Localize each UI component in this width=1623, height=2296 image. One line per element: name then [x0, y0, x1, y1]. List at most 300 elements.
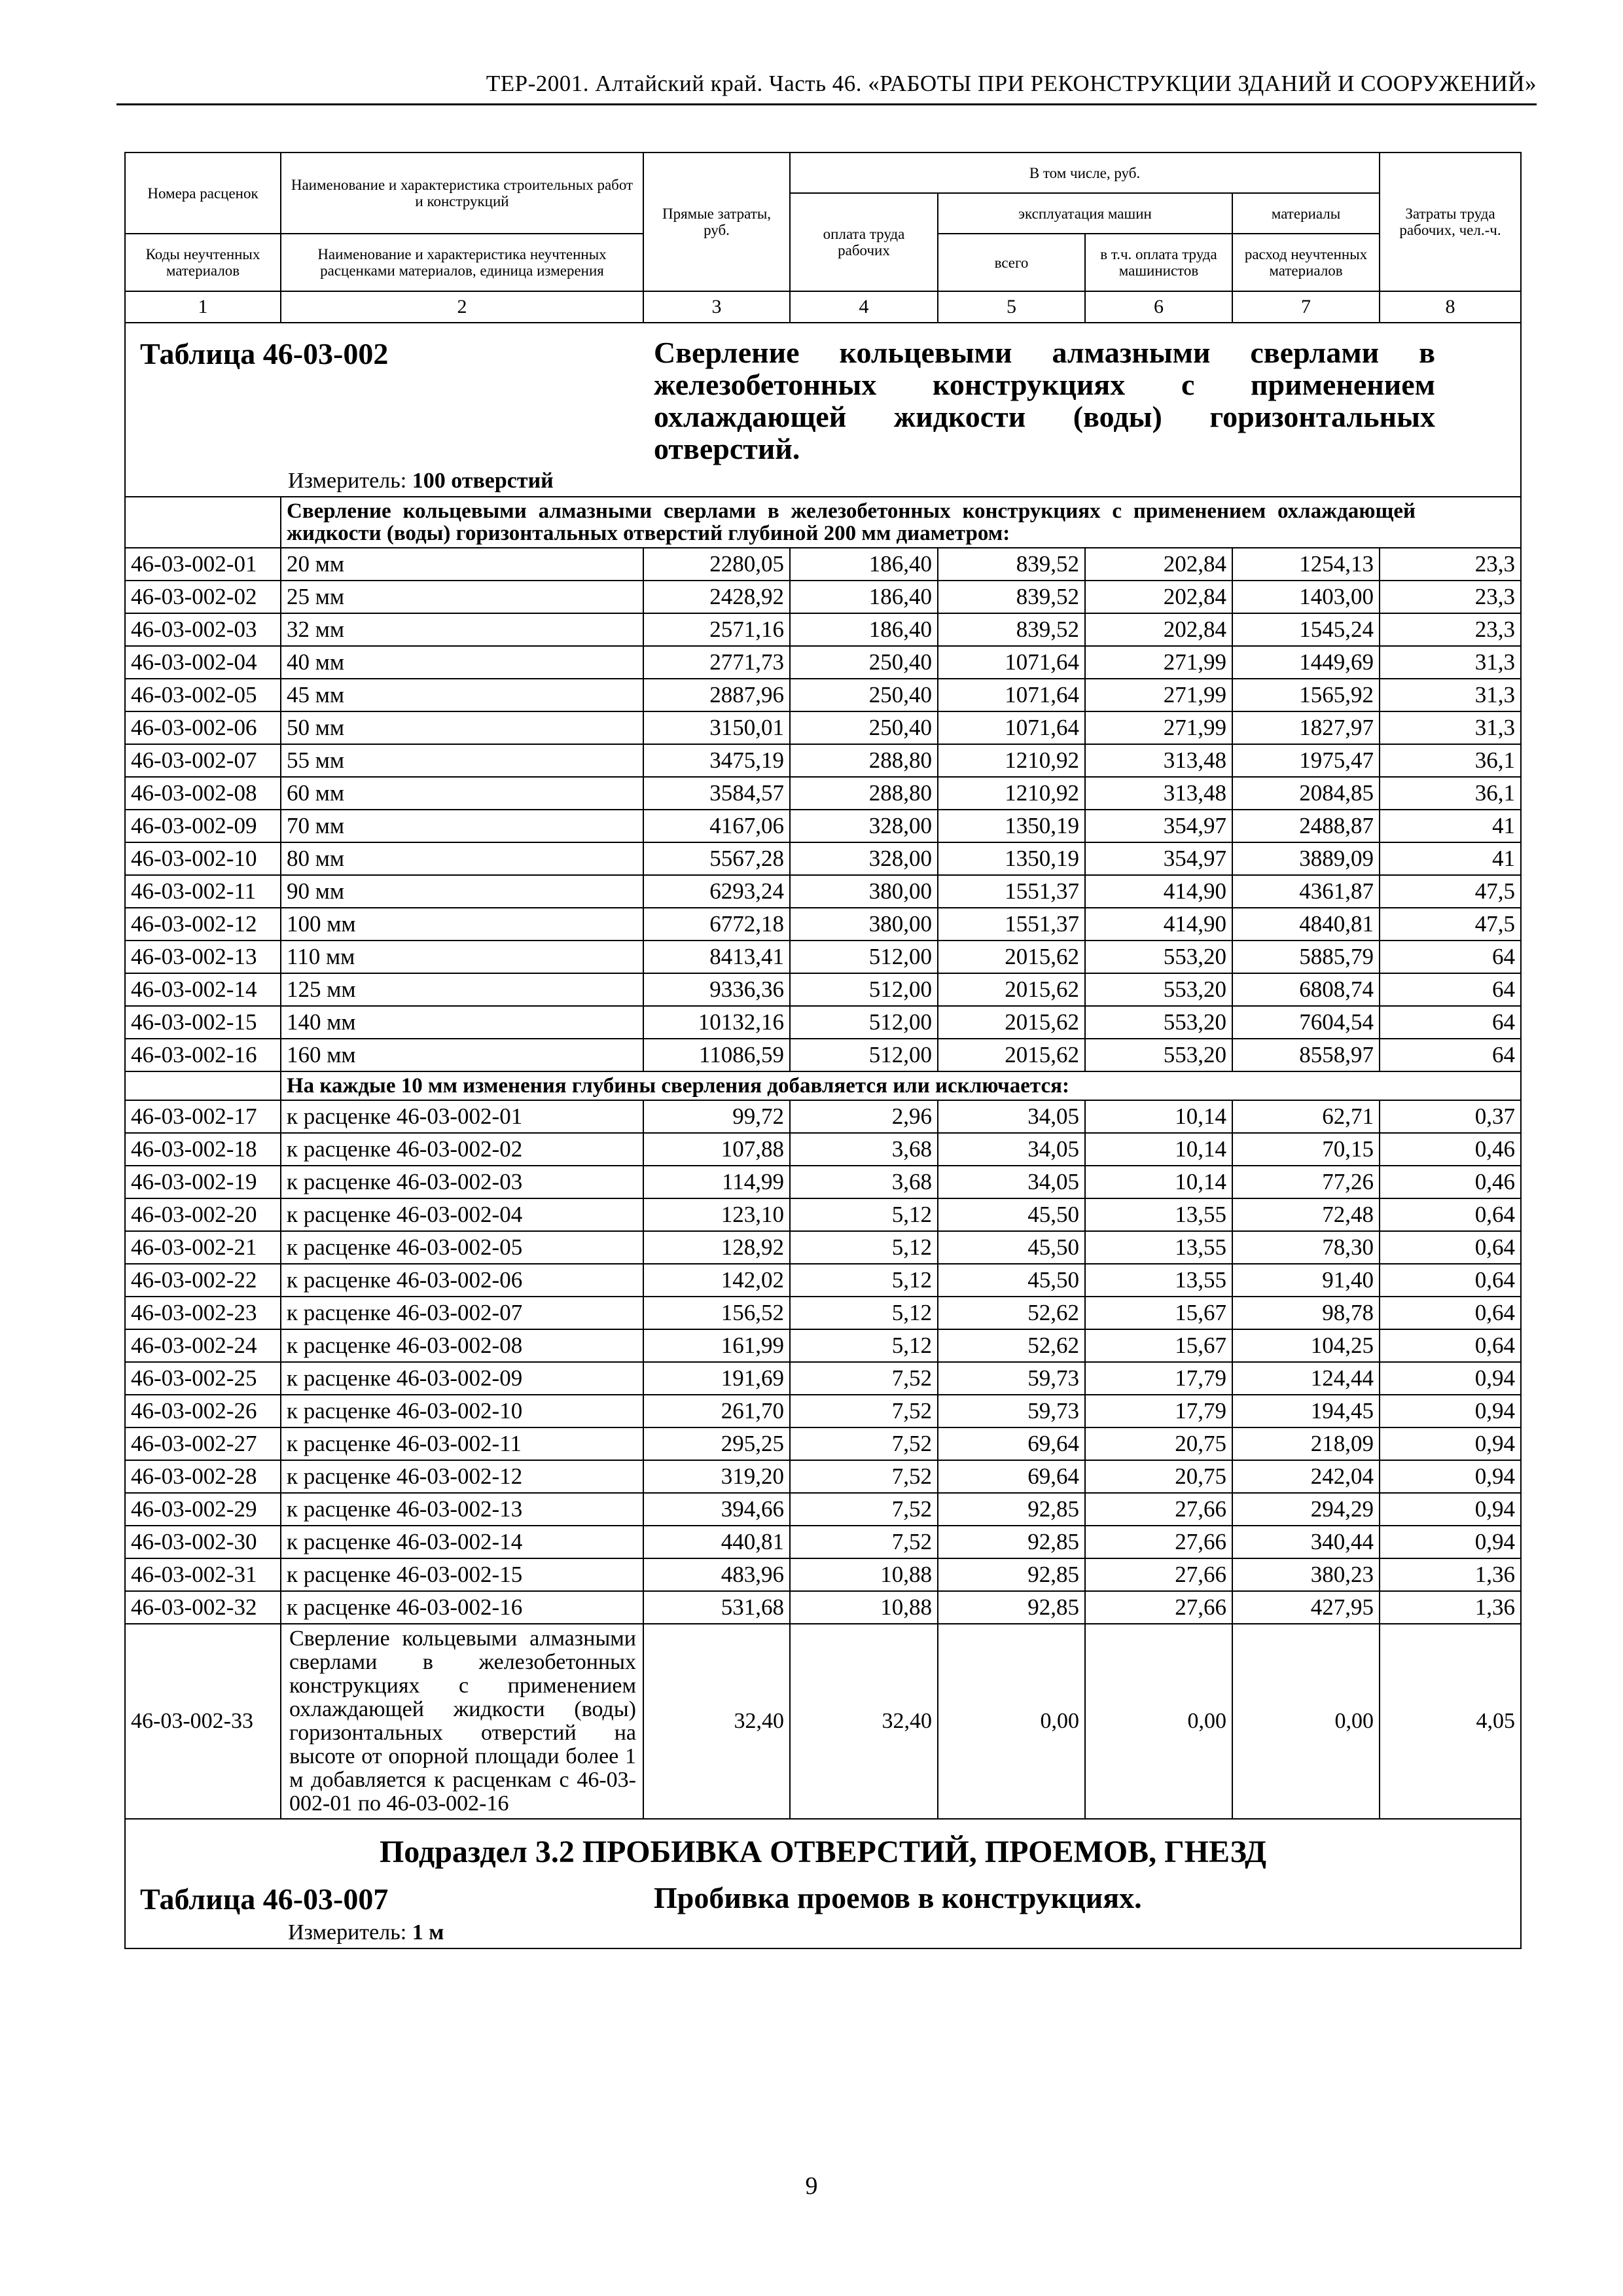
rate-code: 46-03-002-12 [125, 908, 281, 941]
labor-pay: 288,80 [790, 777, 938, 810]
rate-code: 46-03-002-29 [125, 1493, 281, 1526]
table-row [125, 1198, 1521, 1231]
labor-hours: 0,37 [1380, 1100, 1521, 1133]
col-labor-pay: оплата труда рабочих [790, 193, 938, 291]
subsection-title: Подраздел 3.2 ПРОБИВКА ОТВЕРСТИЙ, ПРОЕМОВ, ГНЕЗД [379, 1835, 1267, 1869]
direct-cost: 191,69 [643, 1362, 790, 1395]
rate-name: 50 мм [281, 711, 643, 744]
machines-labor: 313,48 [1085, 744, 1232, 777]
machines-total: 1210,92 [938, 744, 1085, 777]
labor-hours: 31,3 [1380, 679, 1521, 711]
rate-code: 46-03-002-17 [125, 1100, 281, 1133]
materials-use: 91,40 [1232, 1264, 1380, 1297]
labor-hours: 31,3 [1380, 646, 1521, 679]
direct-cost: 2280,05 [643, 548, 790, 581]
col-incl: В том числе, руб. [790, 152, 1380, 193]
direct-cost: 107,88 [643, 1133, 790, 1166]
labor-pay: 512,00 [790, 1006, 938, 1039]
rate-code: 46-03-002-28 [125, 1460, 281, 1493]
machines-labor: 27,66 [1085, 1526, 1232, 1558]
table-heading-row [125, 323, 1521, 497]
direct-cost: 6293,24 [643, 875, 790, 908]
machines-labor: 13,55 [1085, 1264, 1232, 1297]
table-row [125, 679, 1521, 711]
machines-labor: 27,66 [1085, 1558, 1232, 1591]
rate-name: к расценке 46-03-002-02 [281, 1133, 643, 1166]
machines-total: 34,05 [938, 1100, 1085, 1133]
labor-hours: 0,94 [1380, 1526, 1521, 1558]
rate-code: 46-03-002-15 [125, 1006, 281, 1039]
materials-use: 427,95 [1232, 1591, 1380, 1624]
rate-name: к расценке 46-03-002-06 [281, 1264, 643, 1297]
rate-name: 40 мм [281, 646, 643, 679]
machines-labor: 10,14 [1085, 1100, 1232, 1133]
labor-pay: 3,68 [790, 1166, 938, 1198]
materials-use: 1545,24 [1232, 613, 1380, 646]
machines-total: 92,85 [938, 1558, 1085, 1591]
col-direct: Прямые затраты, руб. [643, 152, 790, 291]
labor-hours: 41 [1380, 810, 1521, 842]
machines-total: 839,52 [938, 613, 1085, 646]
labor-hours: 31,3 [1380, 711, 1521, 744]
materials-use: 294,29 [1232, 1493, 1380, 1526]
machines-total: 1071,64 [938, 646, 1085, 679]
rate-name: 55 мм [281, 744, 643, 777]
labor-hours: 64 [1380, 1006, 1521, 1039]
labor-pay: 186,40 [790, 548, 938, 581]
rate-name: 110 мм [281, 941, 643, 973]
table-row [125, 613, 1521, 646]
machines-labor: 13,55 [1085, 1198, 1232, 1231]
rate-name: 25 мм [281, 581, 643, 613]
materials-use: 1403,00 [1232, 581, 1380, 613]
machines-total: 1350,19 [938, 810, 1085, 842]
direct-cost: 440,81 [643, 1526, 790, 1558]
machines-total: 45,50 [938, 1231, 1085, 1264]
machines-total: 2015,62 [938, 941, 1085, 973]
empty-cell [125, 497, 281, 548]
labor-hours: 0,64 [1380, 1329, 1521, 1362]
rate-name: к расценке 46-03-002-11 [281, 1427, 643, 1460]
direct-cost: 9336,36 [643, 973, 790, 1006]
machines-labor: 17,79 [1085, 1362, 1232, 1395]
rate-code: 46-03-002-25 [125, 1362, 281, 1395]
machines-labor: 553,20 [1085, 1039, 1232, 1071]
labor-pay: 32,40 [790, 1624, 938, 1819]
materials-use: 3889,09 [1232, 842, 1380, 875]
machines-labor: 27,66 [1085, 1493, 1232, 1526]
labor-pay: 328,00 [790, 810, 938, 842]
materials-use: 78,30 [1232, 1231, 1380, 1264]
materials-use: 62,71 [1232, 1100, 1380, 1133]
header-row-top [125, 152, 1521, 193]
labor-pay: 7,52 [790, 1395, 938, 1427]
table-row [125, 973, 1521, 1006]
rate-code: 46-03-002-26 [125, 1395, 281, 1427]
table-row [125, 908, 1521, 941]
materials-use: 1565,92 [1232, 679, 1380, 711]
materials-use: 70,15 [1232, 1133, 1380, 1166]
rate-code: 46-03-002-11 [125, 875, 281, 908]
labor-hours: 0,64 [1380, 1198, 1521, 1231]
column-numbers-row [125, 291, 1521, 323]
rate-name: 140 мм [281, 1006, 643, 1039]
materials-use: 6808,74 [1232, 973, 1380, 1006]
machines-labor: 271,99 [1085, 711, 1232, 744]
rate-code: 46-03-002-06 [125, 711, 281, 744]
direct-cost: 295,25 [643, 1427, 790, 1460]
col-total: всего [938, 234, 1085, 291]
labor-hours: 0,94 [1380, 1427, 1521, 1460]
machines-labor: 20,75 [1085, 1460, 1232, 1493]
direct-cost: 142,02 [643, 1264, 790, 1297]
rate-name: 45 мм [281, 679, 643, 711]
labor-pay: 250,40 [790, 646, 938, 679]
direct-cost: 3475,19 [643, 744, 790, 777]
table-row [125, 1558, 1521, 1591]
section-description-row [125, 1071, 1521, 1100]
rate-code: 46-03-002-05 [125, 679, 281, 711]
materials-use: 72,48 [1232, 1198, 1380, 1231]
machines-total: 839,52 [938, 548, 1085, 581]
machines-total: 69,64 [938, 1427, 1085, 1460]
materials-use: 1449,69 [1232, 646, 1380, 679]
rate-code: 46-03-002-16 [125, 1039, 281, 1071]
rate-name: к расценке 46-03-002-14 [281, 1526, 643, 1558]
col-num: 4 [790, 291, 938, 323]
direct-cost: 2571,16 [643, 613, 790, 646]
direct-cost: 3150,01 [643, 711, 790, 744]
machines-labor: 15,67 [1085, 1297, 1232, 1329]
labor-hours: 1,36 [1380, 1591, 1521, 1624]
machines-labor: 414,90 [1085, 908, 1232, 941]
materials-use: 124,44 [1232, 1362, 1380, 1395]
table-row [125, 1362, 1521, 1395]
rate-name: 20 мм [281, 548, 643, 581]
materials-use: 1254,13 [1232, 548, 1380, 581]
table-row [125, 1100, 1521, 1133]
machines-labor: 271,99 [1085, 646, 1232, 679]
labor-pay: 5,12 [790, 1264, 938, 1297]
rate-name: к расценке 46-03-002-03 [281, 1166, 643, 1198]
table-row [125, 1493, 1521, 1526]
direct-cost: 394,66 [643, 1493, 790, 1526]
table-row [125, 1264, 1521, 1297]
machines-total: 34,05 [938, 1133, 1085, 1166]
machines-total: 839,52 [938, 581, 1085, 613]
rate-name: к расценке 46-03-002-09 [281, 1362, 643, 1395]
labor-hours: 0,94 [1380, 1395, 1521, 1427]
machines-total: 0,00 [938, 1624, 1085, 1819]
labor-hours: 64 [1380, 1039, 1521, 1071]
rate-code: 46-03-002-10 [125, 842, 281, 875]
direct-cost: 32,40 [643, 1624, 790, 1819]
machines-total: 92,85 [938, 1526, 1085, 1558]
labor-hours: 0,46 [1380, 1166, 1521, 1198]
rate-name: 100 мм [281, 908, 643, 941]
section-description: На каждые 10 мм изменения глубины сверления добавляется или исключается: [281, 1071, 1521, 1100]
rate-code: 46-03-002-32 [125, 1591, 281, 1624]
rate-code: 46-03-002-14 [125, 973, 281, 1006]
materials-use: 340,44 [1232, 1526, 1380, 1558]
table-row [125, 646, 1521, 679]
labor-pay: 512,00 [790, 1039, 938, 1071]
measurement-unit [126, 465, 1520, 496]
labor-pay: 380,00 [790, 908, 938, 941]
machines-total: 69,64 [938, 1460, 1085, 1493]
rate-code: 46-03-002-19 [125, 1166, 281, 1198]
direct-cost: 161,99 [643, 1329, 790, 1362]
machines-labor: 202,84 [1085, 613, 1232, 646]
labor-hours: 36,1 [1380, 744, 1521, 777]
col-materials: материалы [1232, 193, 1380, 234]
labor-pay: 250,40 [790, 711, 938, 744]
table-row [125, 941, 1521, 973]
machines-total: 1350,19 [938, 842, 1085, 875]
machines-labor: 553,20 [1085, 941, 1232, 973]
materials-use: 194,45 [1232, 1395, 1380, 1427]
labor-hours: 0,94 [1380, 1493, 1521, 1526]
machines-total: 2015,62 [938, 1039, 1085, 1071]
direct-cost: 2887,96 [643, 679, 790, 711]
machines-total: 52,62 [938, 1329, 1085, 1362]
running-header: ТЕР-2001. Алтайский край. Часть 46. «РАБОТЫ ПРИ РЕКОНСТРУКЦИИ ЗДАНИЙ И СООРУЖЕНИЙ» [486, 71, 1537, 96]
table-row [125, 1591, 1521, 1624]
direct-cost: 531,68 [643, 1591, 790, 1624]
materials-use: 5885,79 [1232, 941, 1380, 973]
table-row [125, 1427, 1521, 1460]
direct-cost: 483,96 [643, 1558, 790, 1591]
rate-code: 46-03-002-13 [125, 941, 281, 973]
machines-total: 45,50 [938, 1198, 1085, 1231]
labor-hours: 23,3 [1380, 613, 1521, 646]
materials-use: 0,00 [1232, 1624, 1380, 1819]
labor-hours: 1,36 [1380, 1558, 1521, 1591]
machines-labor: 13,55 [1085, 1231, 1232, 1264]
machines-labor: 17,79 [1085, 1395, 1232, 1427]
machines-total: 92,85 [938, 1493, 1085, 1526]
labor-pay: 10,88 [790, 1591, 938, 1624]
machines-labor: 15,67 [1085, 1329, 1232, 1362]
rate-name: к расценке 46-03-002-16 [281, 1591, 643, 1624]
machines-labor: 354,97 [1085, 810, 1232, 842]
table-row [125, 1526, 1521, 1558]
direct-cost: 123,10 [643, 1198, 790, 1231]
rate-name: 70 мм [281, 810, 643, 842]
table-name: Пробивка проемов в конструкциях. [654, 1881, 1142, 1914]
materials-use: 242,04 [1232, 1460, 1380, 1493]
rate-code: 46-03-002-21 [125, 1231, 281, 1264]
table-row [125, 1395, 1521, 1427]
table-row [125, 1039, 1521, 1071]
rate-name: к расценке 46-03-002-07 [281, 1297, 643, 1329]
machines-labor: 553,20 [1085, 973, 1232, 1006]
direct-cost: 11086,59 [643, 1039, 790, 1071]
rate-name: 160 мм [281, 1039, 643, 1071]
col-num: 6 [1085, 291, 1232, 323]
col-num: 2 [281, 291, 643, 323]
labor-pay: 512,00 [790, 973, 938, 1006]
labor-hours: 36,1 [1380, 777, 1521, 810]
labor-hours: 0,94 [1380, 1362, 1521, 1395]
labor-hours: 64 [1380, 973, 1521, 1006]
col-incl-drivers: в т.ч. оплата труда машинистов [1085, 234, 1232, 291]
machines-total: 45,50 [938, 1264, 1085, 1297]
table-row [125, 548, 1521, 581]
rate-name: 90 мм [281, 875, 643, 908]
col-num: 5 [938, 291, 1085, 323]
machines-total: 52,62 [938, 1297, 1085, 1329]
materials-use: 77,26 [1232, 1166, 1380, 1198]
rate-name: Сверление кольцевыми алмазными сверлами в железобетонных конструкциях с применением охлаждающей жидкости (воды) горизонтальных отверстий на высоте от опорной площади более 1 м добавляется к расценкам с 46-03-002-01 по 46-03-002-16 [281, 1624, 643, 1819]
rate-code: 46-03-002-08 [125, 777, 281, 810]
labor-pay: 7,52 [790, 1362, 938, 1395]
rate-code: 46-03-002-30 [125, 1526, 281, 1558]
machines-total: 1551,37 [938, 908, 1085, 941]
col-mat-use: расход неучтенных материалов [1232, 234, 1380, 291]
labor-pay: 2,96 [790, 1100, 938, 1133]
labor-hours: 47,5 [1380, 908, 1521, 941]
rate-name: 80 мм [281, 842, 643, 875]
measurement-unit [126, 1916, 1520, 1948]
labor-pay: 186,40 [790, 613, 938, 646]
direct-cost: 114,99 [643, 1166, 790, 1198]
rate-name: к расценке 46-03-002-01 [281, 1100, 643, 1133]
rate-name: 32 мм [281, 613, 643, 646]
rate-name: к расценке 46-03-002-12 [281, 1460, 643, 1493]
rate-name: к расценке 46-03-002-10 [281, 1395, 643, 1427]
col-machines: эксплуатация машин [938, 193, 1232, 234]
col-num: 1 [125, 291, 281, 323]
materials-use: 380,23 [1232, 1558, 1380, 1591]
table-row [125, 711, 1521, 744]
materials-use: 4361,87 [1232, 875, 1380, 908]
machines-total: 59,73 [938, 1395, 1085, 1427]
header-rule [116, 103, 1537, 105]
machines-labor: 10,14 [1085, 1166, 1232, 1198]
labor-hours: 0,64 [1380, 1264, 1521, 1297]
machines-labor: 202,84 [1085, 581, 1232, 613]
table-row [125, 1297, 1521, 1329]
page-number: 9 [805, 2172, 818, 2200]
table-row [125, 1231, 1521, 1264]
table-number: Таблица 46-03-002 [140, 337, 389, 370]
materials-use: 104,25 [1232, 1329, 1380, 1362]
labor-hours: 41 [1380, 842, 1521, 875]
machines-total: 59,73 [938, 1362, 1085, 1395]
direct-cost: 2428,92 [643, 581, 790, 613]
machines-labor: 202,84 [1085, 548, 1232, 581]
labor-pay: 512,00 [790, 941, 938, 973]
machines-total: 92,85 [938, 1591, 1085, 1624]
labor-hours: 23,3 [1380, 581, 1521, 613]
table-row [125, 777, 1521, 810]
materials-use: 218,09 [1232, 1427, 1380, 1460]
col-work-name: Наименование и характеристика строительных работ и конструкций [281, 152, 643, 234]
measurement-label: Измеритель: [288, 469, 407, 493]
rate-code: 46-03-002-07 [125, 744, 281, 777]
direct-cost: 156,52 [643, 1297, 790, 1329]
rate-code: 46-03-002-18 [125, 1133, 281, 1166]
labor-hours: 0,94 [1380, 1460, 1521, 1493]
col-rates-no: Номера расценок [125, 152, 281, 234]
rate-name: 60 мм [281, 777, 643, 810]
labor-pay: 288,80 [790, 744, 938, 777]
machines-total: 1551,37 [938, 875, 1085, 908]
labor-pay: 250,40 [790, 679, 938, 711]
direct-cost: 99,72 [643, 1100, 790, 1133]
table-row [125, 1133, 1521, 1166]
materials-use: 2084,85 [1232, 777, 1380, 810]
price-table [124, 152, 1522, 1949]
labor-pay: 7,52 [790, 1427, 938, 1460]
labor-pay: 186,40 [790, 581, 938, 613]
section-description: Сверление кольцевыми алмазными сверлами в железобетонных конструкциях с применением охлаждающей жидкости (воды) горизонтальных отверстий глубиной 200 мм диаметром: [281, 497, 1521, 548]
rate-name: к расценке 46-03-002-15 [281, 1558, 643, 1591]
labor-pay: 7,52 [790, 1460, 938, 1493]
table-row [125, 1329, 1521, 1362]
materials-use: 1975,47 [1232, 744, 1380, 777]
rate-code: 46-03-002-03 [125, 613, 281, 646]
machines-labor: 271,99 [1085, 679, 1232, 711]
labor-hours: 4,05 [1380, 1624, 1521, 1819]
labor-hours: 0,46 [1380, 1133, 1521, 1166]
col-num: 8 [1380, 291, 1521, 323]
table-row [125, 581, 1521, 613]
direct-cost: 8413,41 [643, 941, 790, 973]
rate-code: 46-03-002-01 [125, 548, 281, 581]
rate-name: 125 мм [281, 973, 643, 1006]
materials-use: 4840,81 [1232, 908, 1380, 941]
materials-use: 7604,54 [1232, 1006, 1380, 1039]
labor-pay: 5,12 [790, 1329, 938, 1362]
direct-cost: 261,70 [643, 1395, 790, 1427]
labor-pay: 380,00 [790, 875, 938, 908]
machines-total: 1071,64 [938, 679, 1085, 711]
measurement-value: 100 отверстий [412, 469, 554, 493]
machines-total: 2015,62 [938, 973, 1085, 1006]
materials-use: 2488,87 [1232, 810, 1380, 842]
direct-cost: 319,20 [643, 1460, 790, 1493]
labor-pay: 7,52 [790, 1526, 938, 1558]
measurement-label: Измеритель: [288, 1920, 407, 1945]
rate-name: к расценке 46-03-002-04 [281, 1198, 643, 1231]
machines-total: 1071,64 [938, 711, 1085, 744]
rate-code: 46-03-002-04 [125, 646, 281, 679]
materials-use: 1827,97 [1232, 711, 1380, 744]
machines-labor: 10,14 [1085, 1133, 1232, 1166]
rate-code: 46-03-002-20 [125, 1198, 281, 1231]
rate-code: 46-03-002-22 [125, 1264, 281, 1297]
table-row [125, 1624, 1521, 1819]
section-description-row [125, 497, 1521, 548]
table-row [125, 875, 1521, 908]
table-number: Таблица 46-03-007 [140, 1882, 389, 1916]
labor-pay: 10,88 [790, 1558, 938, 1591]
labor-pay: 5,12 [790, 1231, 938, 1264]
machines-total: 1210,92 [938, 777, 1085, 810]
labor-pay: 328,00 [790, 842, 938, 875]
rate-code: 46-03-002-33 [125, 1624, 281, 1819]
labor-hours: 23,3 [1380, 548, 1521, 581]
labor-pay: 5,12 [790, 1198, 938, 1231]
machines-labor: 0,00 [1085, 1624, 1232, 1819]
labor-hours: 0,64 [1380, 1231, 1521, 1264]
direct-cost: 128,92 [643, 1231, 790, 1264]
direct-cost: 2771,73 [643, 646, 790, 679]
labor-hours: 0,64 [1380, 1297, 1521, 1329]
rate-code: 46-03-002-09 [125, 810, 281, 842]
